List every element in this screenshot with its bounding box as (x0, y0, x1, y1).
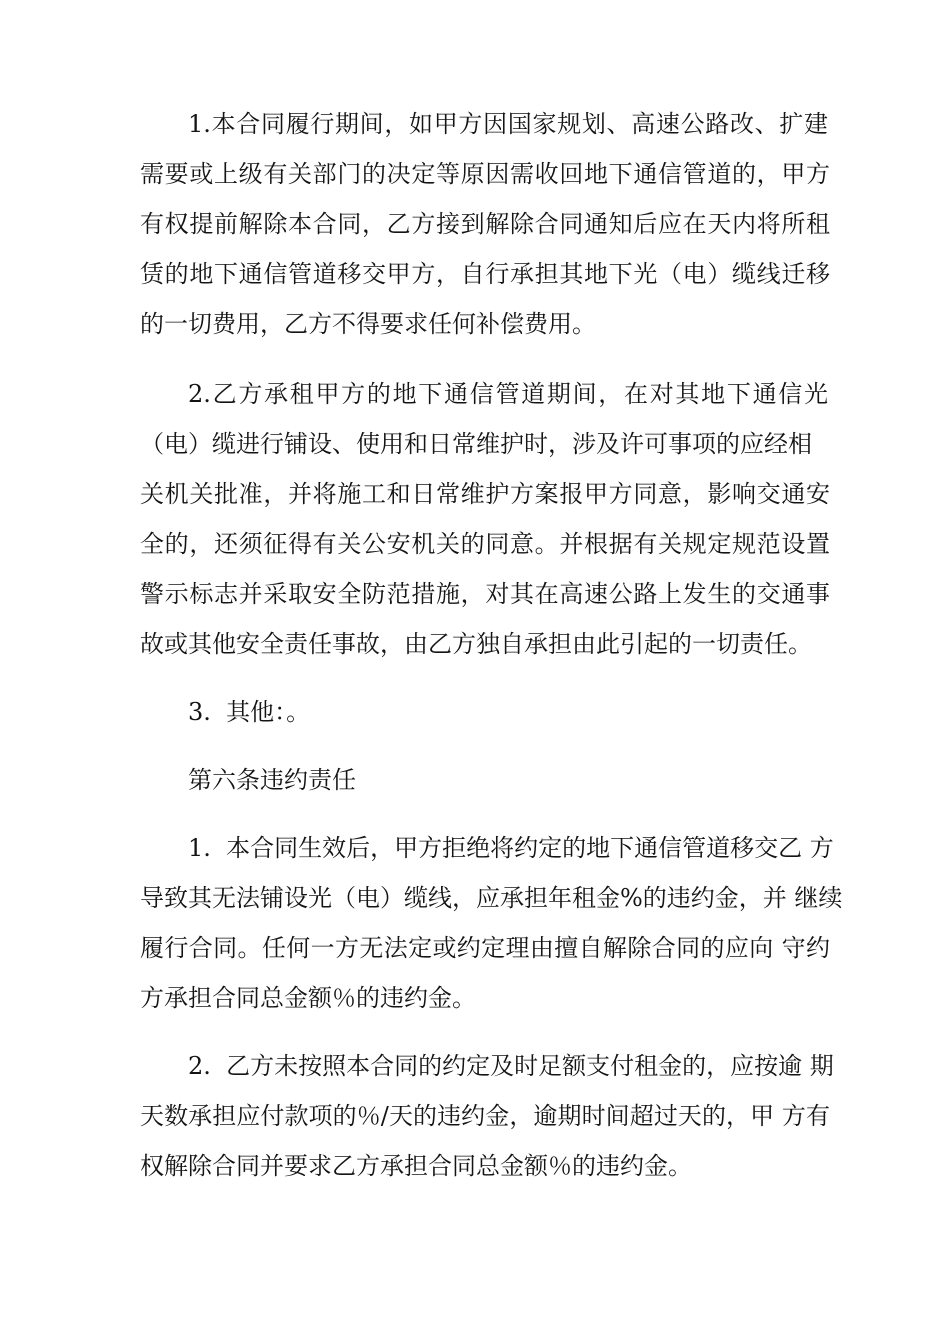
paragraph-line: 权解除合同并要求乙方承担合同总金额％的违约金。 (140, 1152, 692, 1180)
paragraph-line: 1.本合同履行期间，如甲方因国家规划、高速公路改、扩建 (188, 110, 828, 138)
paragraph-line: 需要或上级有关部门的决定等原因需收回地下通信管道的，甲方 (140, 160, 830, 188)
paragraph-line: 2. 乙方未按照本合同的约定及时足额支付租金的，应按逾 期 (188, 1052, 834, 1080)
paragraph-line: 方承担合同总金额％的违约金。 (140, 984, 476, 1012)
paragraph-line: 有权提前解除本合同，乙方接到解除合同通知后应在天内将所租 (140, 210, 830, 238)
paragraph-line: 天数承担应付款项的％/天的违约金，逾期时间超过天的，甲 方有 (140, 1102, 830, 1130)
paragraph-line: 全的，还须征得有关公安机关的同意。并根据有关规定规范设置 (140, 530, 830, 558)
paragraph-line: 警示标志并采取安全防范措施，对其在高速公路上发生的交通事 (140, 580, 830, 608)
paragraph-line: 3. 其他：。 (188, 698, 311, 726)
paragraph-line: 赁的地下通信管道移交甲方，自行承担其地下光（电）缆线迁移 (140, 260, 830, 288)
paragraph-line: 的一切费用，乙方不得要求任何补偿费用。 (140, 310, 596, 338)
paragraph-line: 导致其无法铺设光（电）缆线，应承担年租金%的违约金，并 继续 (140, 884, 843, 912)
paragraph-line: （电）缆进行铺设、使用和日常维护时，涉及许可事项的应经相 (140, 430, 812, 458)
paragraph-line: 1. 本合同生效后，甲方拒绝将约定的地下通信管道移交乙 方 (188, 834, 834, 862)
paragraph-line: 关机关批准，并将施工和日常维护方案报甲方同意，影响交通安 (140, 480, 830, 508)
paragraph-line: 履行合同。任何一方无法定或约定理由擅自解除合同的应向 守约 (140, 934, 830, 962)
paragraph-line: 故或其他安全责任事故，由乙方独自承担由此引起的一切责任。 (140, 630, 812, 658)
section-heading: 第六条违约责任 (188, 766, 356, 794)
paragraph-line: 2.乙方承租甲方的地下通信管道期间，在对其地下通信光 (188, 380, 828, 408)
